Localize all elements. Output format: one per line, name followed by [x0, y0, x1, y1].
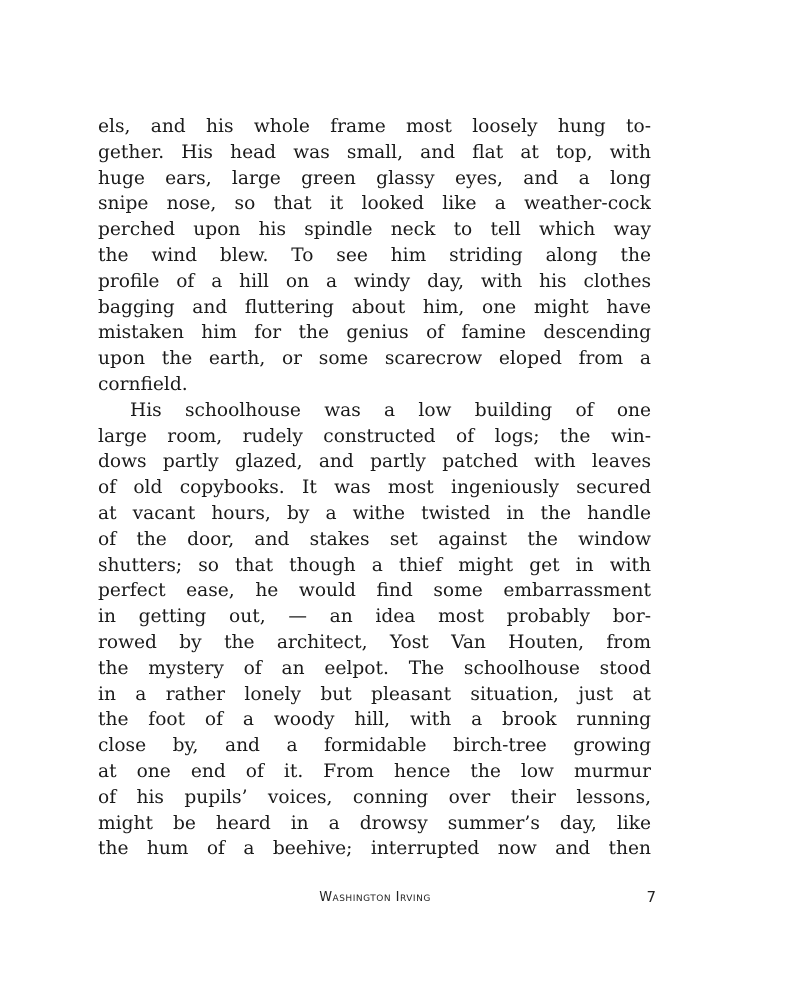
text-line: perched upon his spindle neck to tell which way [98, 219, 651, 241]
text-line: at one end of it. From hence the low murmur [98, 760, 651, 782]
text-line: the hum of a beehive; interrupted now and then [98, 838, 651, 860]
text-line: profile of a hill on a windy day, with his clothes [98, 270, 651, 292]
text-line: close by, and a formidable birch-tree growing [98, 735, 651, 757]
text-line: the wind blew. To see him striding along the [98, 244, 651, 266]
text-line: cornfield. [98, 373, 188, 395]
text-line: His schoolhouse was a low building of one [130, 399, 651, 421]
text-line: in getting out, — an idea most probably bor- [98, 606, 651, 628]
text-line: upon the earth, or some scarecrow eloped from a [98, 348, 651, 370]
text-line: the mystery of an eelpot. The schoolhouse stood [98, 657, 651, 679]
running-footer-author: Washington Irving [319, 890, 431, 905]
text-line: dows partly glazed, and partly patched with leaves [98, 451, 651, 473]
text-line: huge ears, large green glassy eyes, and a long [98, 167, 651, 189]
text-line: els, and his whole frame most loosely hung to- [98, 116, 651, 137]
text-line: in a rather lonely but pleasant situation, just at [98, 683, 651, 705]
text-line: gether. His head was small, and flat at top, with [98, 141, 651, 163]
text-line: snipe nose, so that it looked like a weather-cock [98, 193, 651, 215]
text-line: at vacant hours, by a withe twisted in the handle [98, 502, 651, 524]
text-line: bagging and fluttering about him, one might have [98, 296, 651, 318]
text-line: large room, rudely constructed of logs; the win- [98, 425, 651, 447]
text-line: might be heard in a drowsy summer’s day, like [98, 812, 651, 834]
text-line: shutters; so that though a thief might get in with [98, 554, 651, 576]
paragraph-1 [98, 114, 651, 398]
text-line: of the door, and stakes set against the window [98, 528, 651, 550]
text-line: mistaken him for the genius of famine descending [98, 322, 651, 344]
text-line: the foot of a woody hill, with a brook running [98, 709, 651, 731]
text-line: of his pupils’ voices, conning over their lessons, [98, 786, 651, 808]
text-line: of old copybooks. It was most ingeniously secured [98, 477, 651, 499]
page-number: 7 [646, 888, 656, 906]
text-line: perfect ease, he would find some embarrassment [98, 580, 651, 602]
paragraph-2 [98, 398, 651, 862]
body-text [98, 114, 651, 862]
text-line: rowed by the architect, Yost Van Houten, from [98, 631, 651, 653]
